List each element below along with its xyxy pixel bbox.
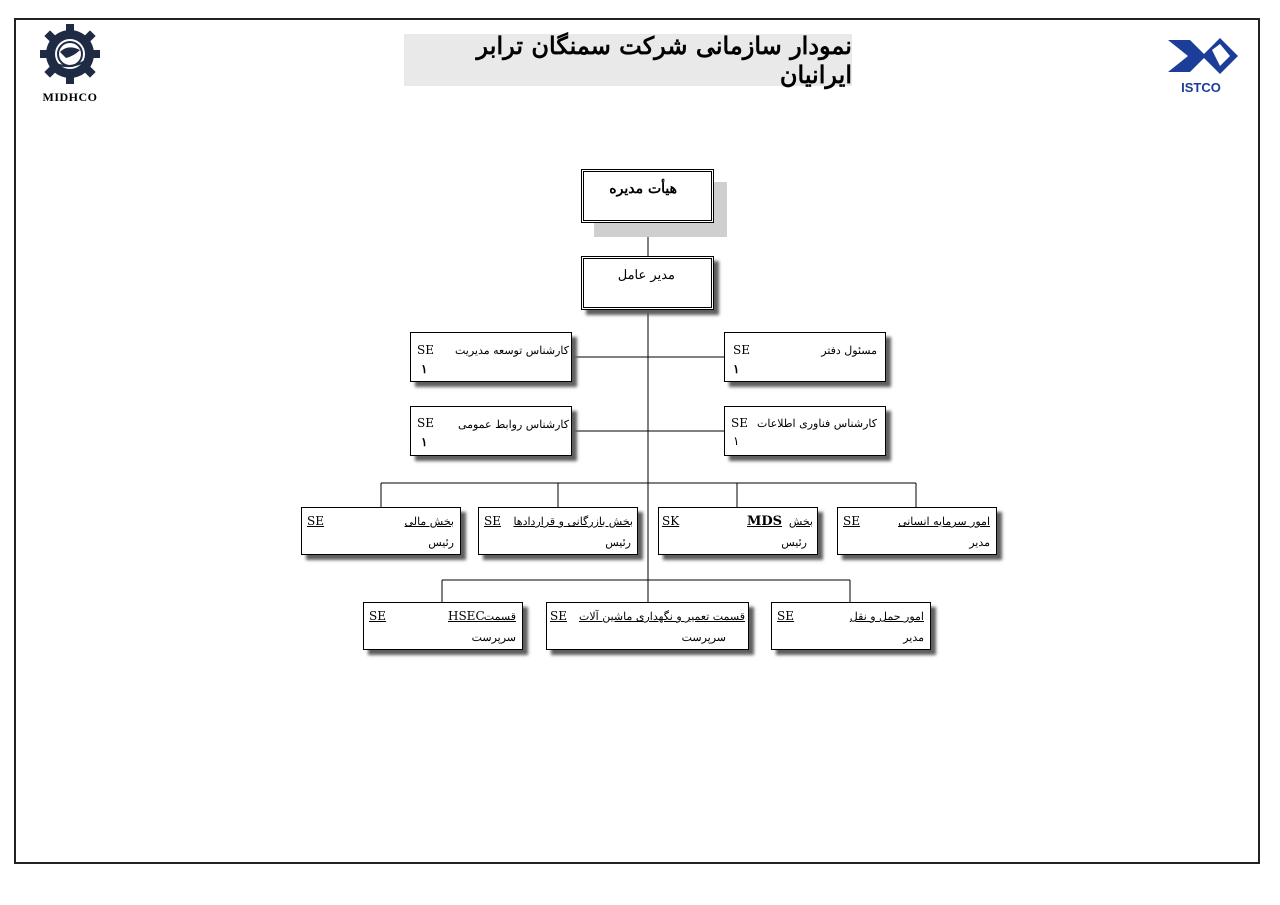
section-hsec-title-prefix: قسمت: [483, 610, 516, 623]
staff-it-title: کارشناس فناوری اطلاعات: [756, 417, 877, 430]
staff-mgmt-dev-count: ۱: [421, 362, 428, 376]
staff-it-box: [724, 406, 886, 456]
staff-office-title: مسئول دفتر: [821, 344, 877, 357]
section-transport-box: [771, 602, 931, 650]
section-maintenance-title: قسمت تعمیر و نگهداری ماشین آلات: [579, 610, 745, 623]
istco-caption: ISTCO: [1181, 80, 1221, 95]
staff-pr-code: SE: [417, 416, 434, 430]
dept-commerce-role: رئیس: [605, 536, 631, 549]
section-transport-role: مدیر: [903, 631, 924, 644]
board-box: [581, 169, 714, 223]
staff-it-code: SE: [731, 416, 748, 430]
staff-pr-box: [410, 406, 572, 456]
dept-finance-title: بخش مالی: [404, 515, 454, 528]
chart-title: نمودار سازمانی شرکت سمنگان ترابر ایرانیان: [404, 34, 852, 86]
dept-commerce-code: SE: [484, 514, 501, 528]
dept-hr-box: [837, 507, 997, 555]
section-maintenance-role: سرپرست: [681, 631, 726, 644]
ceo-title: مدیر عامل: [617, 268, 675, 283]
midhco-caption: MIDHCO: [42, 90, 98, 104]
staff-it-count: ۱: [733, 434, 740, 448]
staff-office-count: ۱: [733, 362, 740, 376]
dept-mds-title-prefix: بخش: [788, 515, 813, 528]
staff-mgmt-dev-title: کارشناس توسعه مدیریت: [454, 344, 569, 357]
dept-mds-code: SK: [662, 514, 680, 528]
ceo-box: [581, 256, 714, 310]
dept-mds-box: [658, 507, 818, 555]
section-hsec-role: سرپرست: [471, 631, 516, 644]
section-transport-title: امور حمل و نقل: [849, 610, 924, 623]
dept-mds-role: رئیس: [781, 536, 807, 549]
board-title: هیأت مدیره: [609, 181, 677, 197]
dept-hr-code: SE: [843, 514, 860, 528]
dept-finance-role: رئیس: [428, 536, 454, 549]
staff-pr-count: ۱: [421, 435, 428, 449]
dept-hr-title: امور سرمایه انسانی: [898, 515, 990, 528]
section-hsec-box: [363, 602, 523, 650]
staff-mgmt-dev-box: [410, 332, 572, 382]
staff-mgmt-dev-code: SE: [417, 343, 434, 357]
section-hsec-code: SE: [369, 609, 386, 623]
section-transport-code: SE: [777, 609, 794, 623]
section-hsec-title-code: HSEC: [448, 609, 485, 623]
section-maintenance-box: [546, 602, 749, 650]
section-maintenance-code: SE: [550, 609, 567, 623]
dept-mds-title-code: MDS: [747, 514, 783, 529]
staff-office-code: SE: [733, 343, 750, 357]
dept-finance-box: [301, 507, 461, 555]
dept-finance-code: SE: [307, 514, 324, 528]
staff-pr-title: کارشناس روابط عمومی: [457, 418, 569, 431]
dept-hr-role: مدیر: [969, 536, 990, 549]
dept-commerce-box: [478, 507, 638, 555]
dept-commerce-title: بخش بازرگانی و قراردادها: [513, 515, 633, 528]
staff-office-box: [724, 332, 886, 382]
